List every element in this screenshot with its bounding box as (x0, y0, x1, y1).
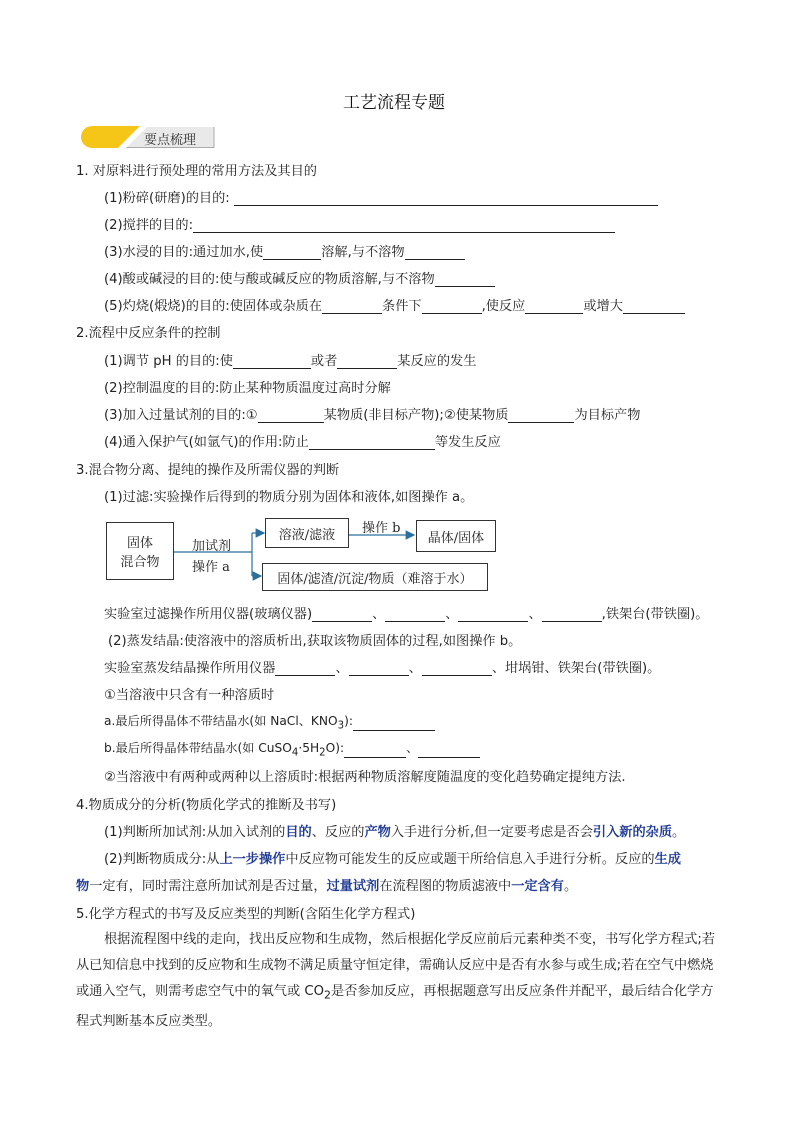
blank (337, 354, 397, 369)
s1-line3: (3)水浸的目的:通过加水,使 溶解,与不溶物 (104, 241, 465, 260)
blank (435, 272, 495, 287)
blank (422, 661, 492, 676)
blank (344, 743, 406, 758)
section5-heading: 5.化学方程式的书写及反应类型的判断(含陌生化学方程式) (76, 907, 416, 922)
arrow-label-add-reagent: 加试剂 (192, 539, 232, 554)
section4-heading: 4.物质成分的分析(物质化学式的推断及书写) (76, 798, 337, 813)
blank (234, 191, 658, 206)
blank (405, 245, 465, 260)
blank (349, 661, 409, 676)
section3-heading: 3.混合物分离、提纯的操作及所需仪器的判断 (76, 463, 340, 478)
s3-line7: b.最后所得晶体带结晶水(如 $CuSO_4\cdot 5H_2O$): 、 (104, 739, 480, 758)
s1-line1: (1)粉碎(研磨)的目的: (104, 187, 658, 206)
blank (385, 607, 445, 622)
blank (458, 607, 528, 622)
s2-line3: (3)加入过量试剂的目的:① 某物质(非目标产物);②使某物质 为目标产物 (104, 408, 641, 423)
s2-line1: (1)调节 pH 的目的:使 或者 某反应的发生 (104, 354, 477, 369)
s3-line2: 实验室过滤操作所用仪器(玻璃仪器) 、 、 、 ,铁架台(带铁圈)。 (104, 607, 709, 622)
s2-line4: (4)通入保护气(如氩气)的作用:防止 等发生反应 (104, 435, 501, 450)
s4-line2: (2)判断物质成分:从上一步操作中反应物可能发生的反应或题干所给信息入手进行分析。反应的生成 (104, 852, 681, 867)
blank (263, 245, 321, 260)
s1-line5: (5)灼烧(煅烧)的目的:使固体或杂质在 条件下 ,使反应 或增大 (104, 295, 685, 314)
s4-line1: (1)判断所加试剂:从加入试剂的目的、反应的产物入手进行分析,但一定要考虑是否会引入新的杂质。 (104, 825, 686, 840)
box-solid-residue: 固体/滤渣/沉淀/物质（难溶于水） (262, 563, 488, 591)
s2-line2: (2)控制温度的目的:防止某种物质温度过高时分解 (104, 381, 391, 396)
blank (623, 299, 685, 314)
s3-line6: a.最后所得晶体不带结晶水(如 NaCl、$KNO_3$): (104, 712, 435, 731)
blank (542, 607, 602, 622)
blank (353, 716, 435, 731)
s1-line4: (4)酸或碱浸的目的:使与酸或碱反应的物质溶解,与不溶物 (104, 268, 495, 287)
s3-line1: (1)过滤:实验操作后得到的物质分别为固体和液体,如图操作 a。 (104, 490, 474, 505)
s3-line3: (2)蒸发结晶:使溶液中的溶质析出,获取该物质固体的过程,如图操作 b。 (108, 634, 522, 649)
blank (312, 607, 372, 622)
blank (258, 408, 324, 423)
s1-line2: (2)搅拌的目的: (104, 214, 615, 233)
box-solution-filtrate: 溶液/滤液 (265, 518, 349, 548)
s3-line4: 实验室蒸发结晶操作所用仪器 、 、 、坩埚钳、铁架台(带铁圈)。 (104, 661, 661, 676)
page-title: 工艺流程专题 (343, 93, 445, 113)
s3-line8: ②当溶液中有两种或两种以上溶质时:根据两种物质溶解度随温度的变化趋势确定提纯方法. (104, 770, 626, 785)
box-solid-mixture: 固体 混合物 (106, 522, 174, 580)
arrow-label-operation-b: 操作 b (362, 521, 401, 536)
section-badge (78, 125, 216, 149)
section1-heading: 1. 对原料进行预处理的常用方法及其目的 (76, 164, 317, 179)
badge-label: 要点梳理 (144, 133, 197, 148)
blank (525, 299, 583, 314)
box-crystal-solid: 晶体/固体 (416, 520, 496, 552)
blank (418, 743, 480, 758)
blank (322, 299, 382, 314)
blank (193, 218, 615, 233)
blank (508, 408, 574, 423)
arrow-label-operation-a: 操作 a (192, 560, 230, 575)
blank (422, 299, 482, 314)
blank (233, 354, 311, 369)
section2-heading: 2.流程中反应条件的控制 (76, 326, 221, 341)
s5-paragraph: 根据流程图中线的走向，找出反应物和生成物，然后根据化学反应前后元素种类不变，书写化学方程式;若从已知信息中找到的反应物和生成物不满足质量守恒定律，需确认反应中是否有水参与或生成;若在空气中燃烧或通入空气，则需考虑空气中的氧气或 $CO_2$是否参加反应，再根据题意写出反应条件并配平，最后结合化学方程式判断基本反应类型。 (76, 932, 716, 1029)
blank (309, 435, 435, 450)
blank (275, 661, 335, 676)
s3-line5: ①当溶液中只含有一种溶质时 (104, 688, 275, 703)
s4-line3: 物一定有，同时需注意所加试剂是否过量，过量试剂在流程图的物质滤液中一定含有。 (76, 879, 578, 894)
